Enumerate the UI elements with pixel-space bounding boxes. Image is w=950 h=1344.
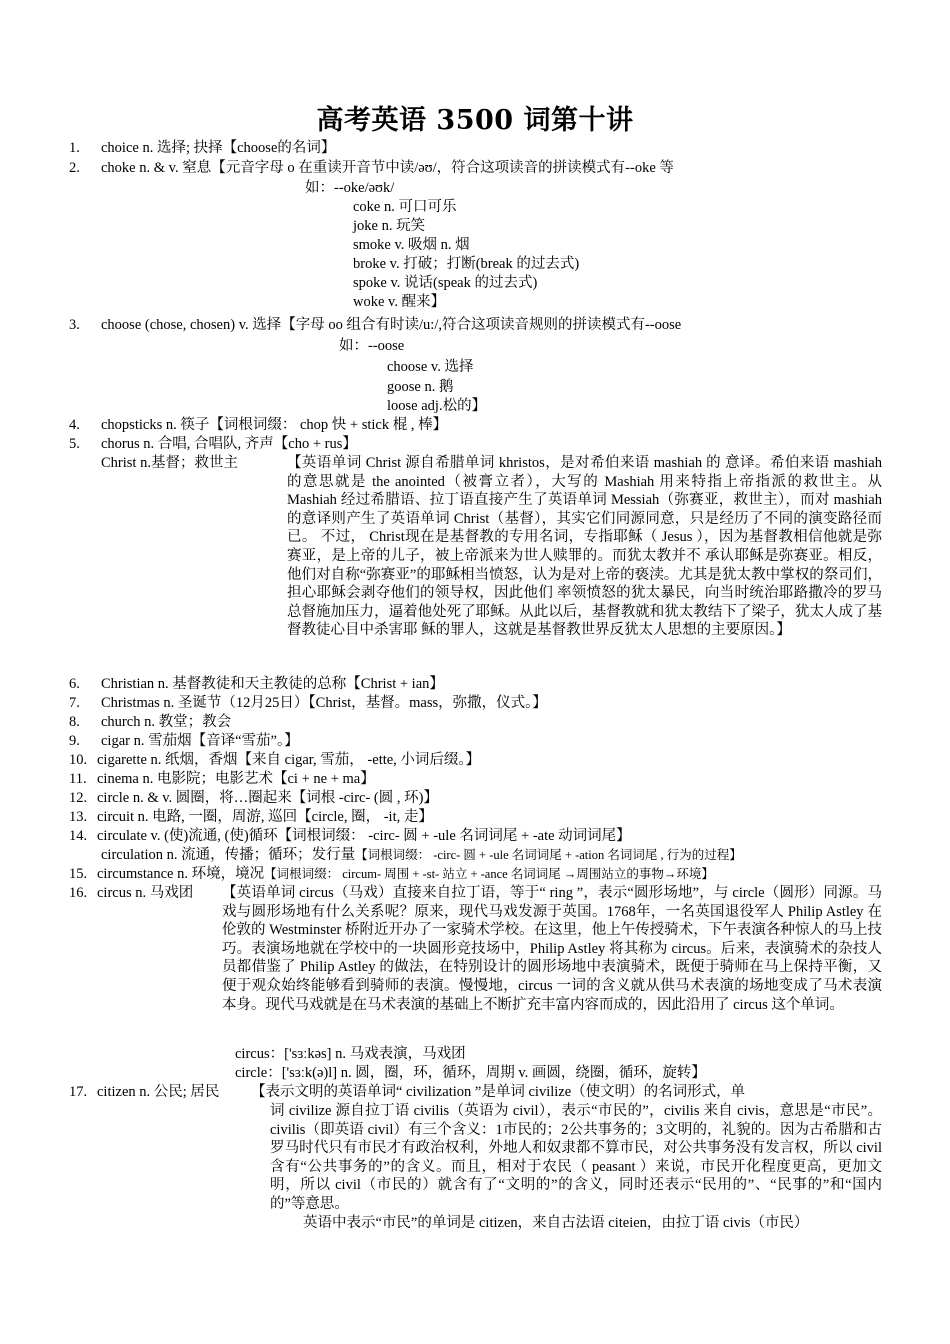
entry-church: church n. 教堂；教会 <box>101 714 232 730</box>
entry-circumstance-text: circumstance n. 环境，境况 <box>97 866 265 882</box>
example-word: goose n. 鹅 <box>387 379 454 395</box>
entry-circuit: circuit n. 电路, 一圈，周游, 巡回【circle, 圈， -it, 走】 <box>97 809 433 825</box>
example-word: coke n. 可口可乐 <box>353 199 457 215</box>
entry-chorus: chorus n. 合唱, 合唱队, 齐声【cho + rus】 <box>101 436 357 452</box>
entry-circle-line: circle：['sɜːk(ə)l] n. 圆，圈，环，循环，周期 v. 画圆，绕圈，循环，旋转】 <box>235 1065 706 1081</box>
entry-number: 16. <box>69 885 88 901</box>
entry-circumstance-note: 【词根词缀： circum- 周围 + -st- 站立 + -ance 名词词尾 →周围站立的事物→环境】 <box>264 867 714 881</box>
entry-citizen-last-line: 英语中表示“市民”的单词是 citizen，来自古法语 citeien，由拉丁语 civis（市民） <box>303 1215 809 1231</box>
example-word: smoke v. 吸烟 n. 烟 <box>353 237 470 253</box>
entry-number: 8. <box>69 714 80 730</box>
page-title: 高考英语 3500 词第十讲 <box>316 105 634 136</box>
entry-circus-head: circus n. 马戏团 <box>97 885 194 901</box>
entry-number: 5. <box>69 436 80 452</box>
entry-number: 17. <box>69 1084 88 1100</box>
entry-circulation-note: 【词根词缀： -circ- 圆 + -ule 名词词尾 + -ation 名词词尾 , 行为的过程】 <box>355 848 742 862</box>
entry-circus-line: circus：['sɜːkəs] n. 马戏表演，马戏团 <box>235 1046 466 1062</box>
entry-citizen-first-line: 【表示文明的英语单词“ civilization ”是单词 civilize（使文明）的名词形式，单 <box>251 1084 746 1100</box>
entry-christ-etymology: 【英语单词 Christ 源自希腊单词 khristos，是对希伯来语 mashiah 的 意译。希伯来语 mashiah 的意思就是 the anointed（被膏立者），大写的 Mashiah 用来特指上帝指派的救世主。从 Mashiah 经过希腊语、拉丁语直接产生了英语单词 Messiah（弥赛亚，救世主），而对 mashiah 的意译则产生了英语单词 Christ（基督），其实它们同源同意，只是经历了不同的演变路径而已。 不过， Christ现在是基督教的专用名词，专指耶稣（ Jesus ），因为基督教相信他就是弥赛亚，是上帝的儿子，被上帝派来为世人赎罪的。而犹太教并不 承认耶稣是弥赛亚。相反，他们对自称“弥赛亚”的耶稣相当愤怒，认为是对上帝的亵渎。尤其是犹太教中掌权的祭司们，担心耶稣会剥夺他们的领导权，因此他们 率领愤怒的犹太暴民，向当时统治耶路撒冷的罗马总督施加压力，逼着他处死了耶稣。从此以后，基督教就和犹太教结下了梁子，犹太人成了基督教徒心目中杀害耶 稣的罪人，这就是基督教世界反犹太人思想的主要原因。】 <box>287 455 882 639</box>
entry-choke: choke n. & v. 窒息【元音字母 o 在重读开音节中读/əʊ/，符合这项读音的拼读模式有--oke 等 <box>101 160 674 176</box>
entry-choose-example-intro: 如：--oose <box>339 338 405 354</box>
entry-cigarette: cigarette n. 纸烟，香烟【来自 cigar, 雪茄， -ette, 小词后缀。】 <box>97 752 481 768</box>
entry-number: 2. <box>69 160 80 176</box>
entry-number: 9. <box>69 733 80 749</box>
example-word: spoke v. 说话(speak 的过去式) <box>353 275 538 291</box>
entry-number: 3. <box>69 317 80 333</box>
entry-circulation <box>101 846 742 864</box>
entry-number: 1. <box>69 140 80 156</box>
entry-number: 15. <box>69 866 88 882</box>
entry-citizen-head: citizen n. 公民; 居民 <box>97 1084 220 1100</box>
example-word: loose adj.松的】 <box>387 398 487 414</box>
entry-number: 12. <box>69 790 88 806</box>
entry-christmas: Christmas n. 圣诞节（12月25日）【Christ，基督。mass，弥撒，仪式。】 <box>101 695 547 711</box>
entry-choke-example-intro: 如：--oke/əʊk/ <box>305 180 395 196</box>
example-word: woke v. 醒来】 <box>353 294 446 310</box>
example-word: choose v. 选择 <box>387 359 474 375</box>
entry-choice: choice n. 选择; 抉择【choose的名词】 <box>101 140 336 156</box>
entry-number: 14. <box>69 828 88 844</box>
entry-number: 7. <box>69 695 80 711</box>
entry-number: 13. <box>69 809 88 825</box>
entry-number: 10. <box>69 752 88 768</box>
entry-christian: Christian n. 基督教徒和天主教徒的总称【Christ + ian】 <box>101 676 444 692</box>
entry-number: 4. <box>69 417 80 433</box>
entry-circle: circle n. & v. 圆圈，将…圈起来【词根 -circ- (圆 , 环)】 <box>97 790 438 806</box>
entry-circumstance <box>97 865 714 883</box>
entry-citizen-etymology: 词 civilize 源自拉丁语 civilis（英语为 civil），表示“市民的”，civilis 来自 civis，意思是“市民”。civilis（即英语 civil）有三个含义：1市民的；2公共事务的；3文明的，礼貌的。因为古希腊和古罗马时代只有市民才有政治权利，外地人和奴隶都不算市民，对公共事务没有发言权，所以 civil 含有“公共事务的”的含义。而且，相对于农民（ peasant ）来说，市民开化程度更高，更加文明，所以 civil（市民的）就含有了“文明的”的含义，同时还表示“民用的”、“民事的”和“国内的”等意思。 <box>270 1103 882 1212</box>
entry-number: 11. <box>69 771 87 787</box>
example-word: joke n. 玩笑 <box>353 218 426 234</box>
entry-circus-etymology: 【英语单词 circus（马戏）直接来自拉丁语，等于“ ring ”，表示“圆形场地”，与 circle（圆形）同源。马戏与圆形场地有什么关系呢？原来，现代马戏发源于英国。1768年，一名英国退役军人 Philip Astley 在伦敦的 Westminster 桥附近开办了一家骑术学校。在这里，他上午传授骑术，下午表演各种惊人的马上技巧。表演场地就在学校中的一块圆形竞技场中，Philip Astley 将其称为 circus。后来，表演骑术的杂技人员都借鉴了 Philip Astley 的做法，在特别设计的圆形场地中表演骑术，既便于骑师在马上保持平衡，又便于观众始终能够看到骑师的表演。慢慢地，circus 一词的含义就从供马术表演的场地变成了马术表演本身。现代马戏就是在马术表演的基础上不断扩充丰富内容而成的，因此沿用了 circus 这个单词。 <box>222 885 882 1013</box>
entry-circulate: circulate v. (使)流通, (使)循环【词根词缀： -circ- 圆 + -ule 名词词尾 + -ate 动词词尾】 <box>97 828 631 844</box>
entry-christ-head: Christ n.基督；救世主 <box>101 455 238 471</box>
entry-cinema: cinema n. 电影院；电影艺术【ci + ne + ma】 <box>97 771 375 787</box>
entry-circulation-text: circulation n. 流通，传播；循环；发行量 <box>101 847 356 863</box>
entry-choose: choose (chose, chosen) v. 选择【字母 oo 组合有时读/u:/,符合这项读音规则的拼读模式有--oose <box>101 317 682 333</box>
entry-number: 6. <box>69 676 80 692</box>
example-word: broke v. 打破；打断(break 的过去式) <box>353 256 580 272</box>
entry-chopsticks: chopsticks n. 筷子【词根词缀： chop 快 + stick 棍 , 棒】 <box>101 417 448 433</box>
entry-cigar: cigar n. 雪茄烟【音译“雪茄”。】 <box>101 733 299 749</box>
